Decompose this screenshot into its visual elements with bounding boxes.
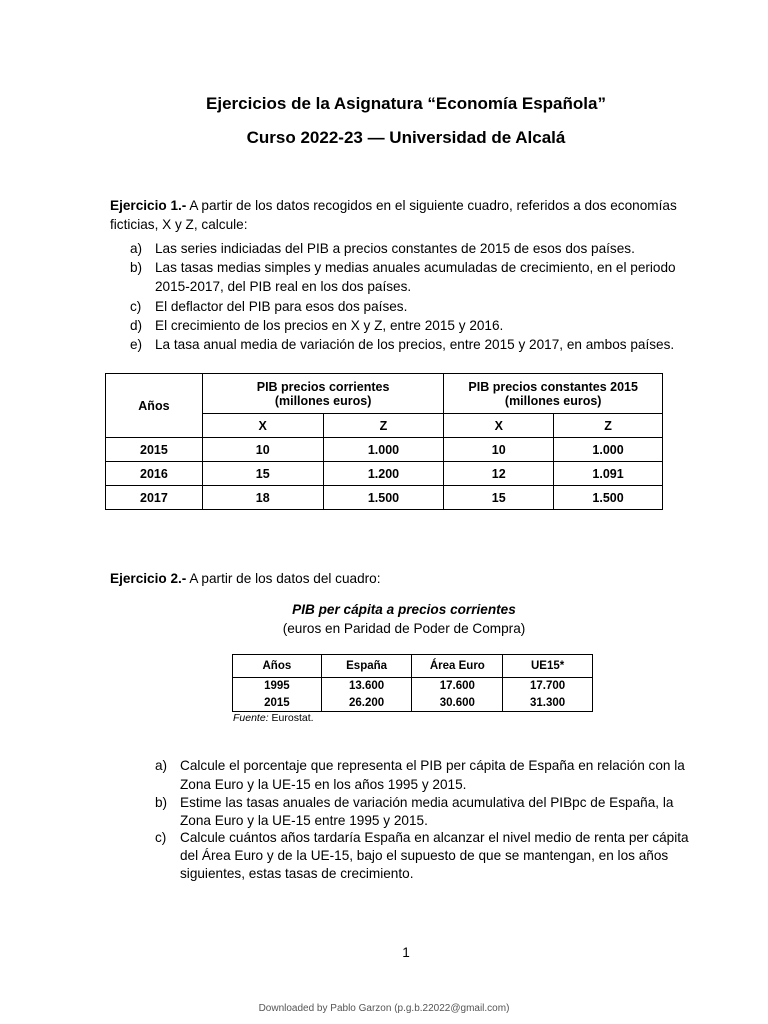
cell: 31.300 (503, 695, 593, 712)
list-marker: c) (130, 299, 142, 314)
table-header-years: Años (106, 374, 203, 438)
cell: 10 (444, 438, 554, 462)
subheader-z: Z (554, 414, 663, 438)
table-row (106, 438, 663, 462)
gdp-per-capita-table (232, 654, 593, 712)
cell: 17.700 (503, 678, 593, 695)
list-text: siguientes, estas tasas de crecimiento. (180, 866, 414, 881)
list-text: El crecimiento de los precios en X y Z, entre 2015 y 2016. (155, 318, 504, 333)
list-text: Las tasas medias simples y medias anuales acumuladas de crecimiento, en el periodo (155, 260, 676, 275)
download-footer: Downloaded by Pablo Garzon (p.g.b.22022@gmail.com) (258, 1003, 510, 1014)
cell: 1.000 (323, 438, 444, 462)
header-line: PIB precios corrientes (256, 379, 390, 394)
ej2-intro-text: A partir de los datos del cuadro: (186, 571, 381, 586)
list-text: del Área Euro y de la UE-15, bajo el supuesto de que se mantengan, en los años (180, 848, 669, 863)
cell: 2015 (264, 696, 290, 709)
list-text: Estime las tasas anuales de variación media acumulativa del PIBpc de España, la (180, 795, 674, 810)
source-label: Fuente: (233, 712, 269, 724)
document-title: Ejercicios de la Asignatura “Economía Española” (206, 94, 606, 113)
table2-subtitle: (euros en Paridad de Poder de Compra) (282, 621, 526, 636)
table-row (106, 486, 663, 510)
gdp-table (105, 373, 663, 510)
cell: 2015 (106, 438, 203, 462)
list-text: Zona Euro y la UE-15 entre 1995 y 2015. (180, 813, 428, 828)
list-marker: a) (130, 241, 143, 256)
document-subtitle: Curso 2022-23 — Universidad de Alcalá (246, 128, 566, 147)
ej2-label: Ejercicio 2.- (110, 571, 187, 586)
source-value: Eurostat. (268, 712, 314, 724)
cell: 15 (202, 462, 323, 486)
ej1-intro-text: A partir de los datos recogidos en el siguiente cuadro, referidos a dos economías (186, 198, 677, 213)
list-text: 2015-2017, del PIB real en los dos países. (155, 279, 412, 294)
cell: 1.200 (323, 462, 444, 486)
header-line: (millones euros) (504, 393, 602, 408)
cell: 2017 (106, 486, 203, 510)
table2-title: PIB per cápita a precios corrientes (292, 602, 516, 617)
table-header-current (202, 374, 444, 414)
list-marker: e) (130, 337, 143, 352)
cell: 12 (444, 462, 554, 486)
cell: 10 (202, 438, 323, 462)
list-text: Calcule el porcentaje que representa el PIB per cápita de España en relación con la (180, 758, 685, 773)
table-row (106, 462, 663, 486)
list-text: Las series indiciadas del PIB a precios constantes de 2015 de esos dos países. (155, 241, 635, 256)
header-line: PIB precios constantes 2015 (468, 379, 638, 394)
table2-source (233, 712, 314, 724)
list-text: El deflactor del PIB para esos dos países. (155, 299, 408, 314)
cell: 1995 (264, 680, 290, 693)
table-header: UE15* (503, 655, 593, 678)
subheader-x: X (202, 414, 323, 438)
table-header: Área Euro (412, 655, 503, 678)
cell: 1.500 (323, 486, 444, 510)
table-header: Años (233, 655, 322, 678)
list-text: Calcule cuántos años tardaría España en alcanzar el nivel medio de renta per cápita (180, 830, 689, 845)
page-number: 1 (402, 945, 410, 960)
table-header-constant (444, 374, 663, 414)
cell: 1.091 (554, 462, 663, 486)
ej1-label: Ejercicio 1.- (110, 198, 187, 213)
cell: 30.600 (412, 695, 503, 712)
list-marker: c) (155, 830, 167, 845)
list-marker: b) (130, 260, 143, 275)
list-text: Zona Euro y la UE-15 en los años 1995 y 2015. (180, 777, 467, 792)
ej1-intro (110, 196, 695, 215)
list-marker: b) (155, 795, 168, 810)
cell: 13.600 (321, 678, 412, 695)
subheader-z: Z (323, 414, 444, 438)
cell: 26.200 (321, 695, 412, 712)
cell: 2016 (106, 462, 203, 486)
cell: 17.600 (412, 678, 503, 695)
table-row (233, 678, 593, 695)
table-header: España (321, 655, 412, 678)
cell: 1.000 (554, 438, 663, 462)
cell: 15 (444, 486, 554, 510)
list-marker: d) (130, 318, 143, 333)
cell: 1.500 (554, 486, 663, 510)
list-marker: a) (155, 758, 168, 773)
ej1-intro-cont: ficticias, X y Z, calcule: (110, 217, 248, 232)
ej2-intro (110, 569, 381, 588)
subheader-x: X (444, 414, 554, 438)
cell: 18 (202, 486, 323, 510)
table-row (233, 695, 593, 712)
list-text: La tasa anual media de variación de los precios, entre 2015 y 2017, en ambos países. (155, 337, 675, 352)
header-line: (millones euros) (274, 393, 372, 408)
